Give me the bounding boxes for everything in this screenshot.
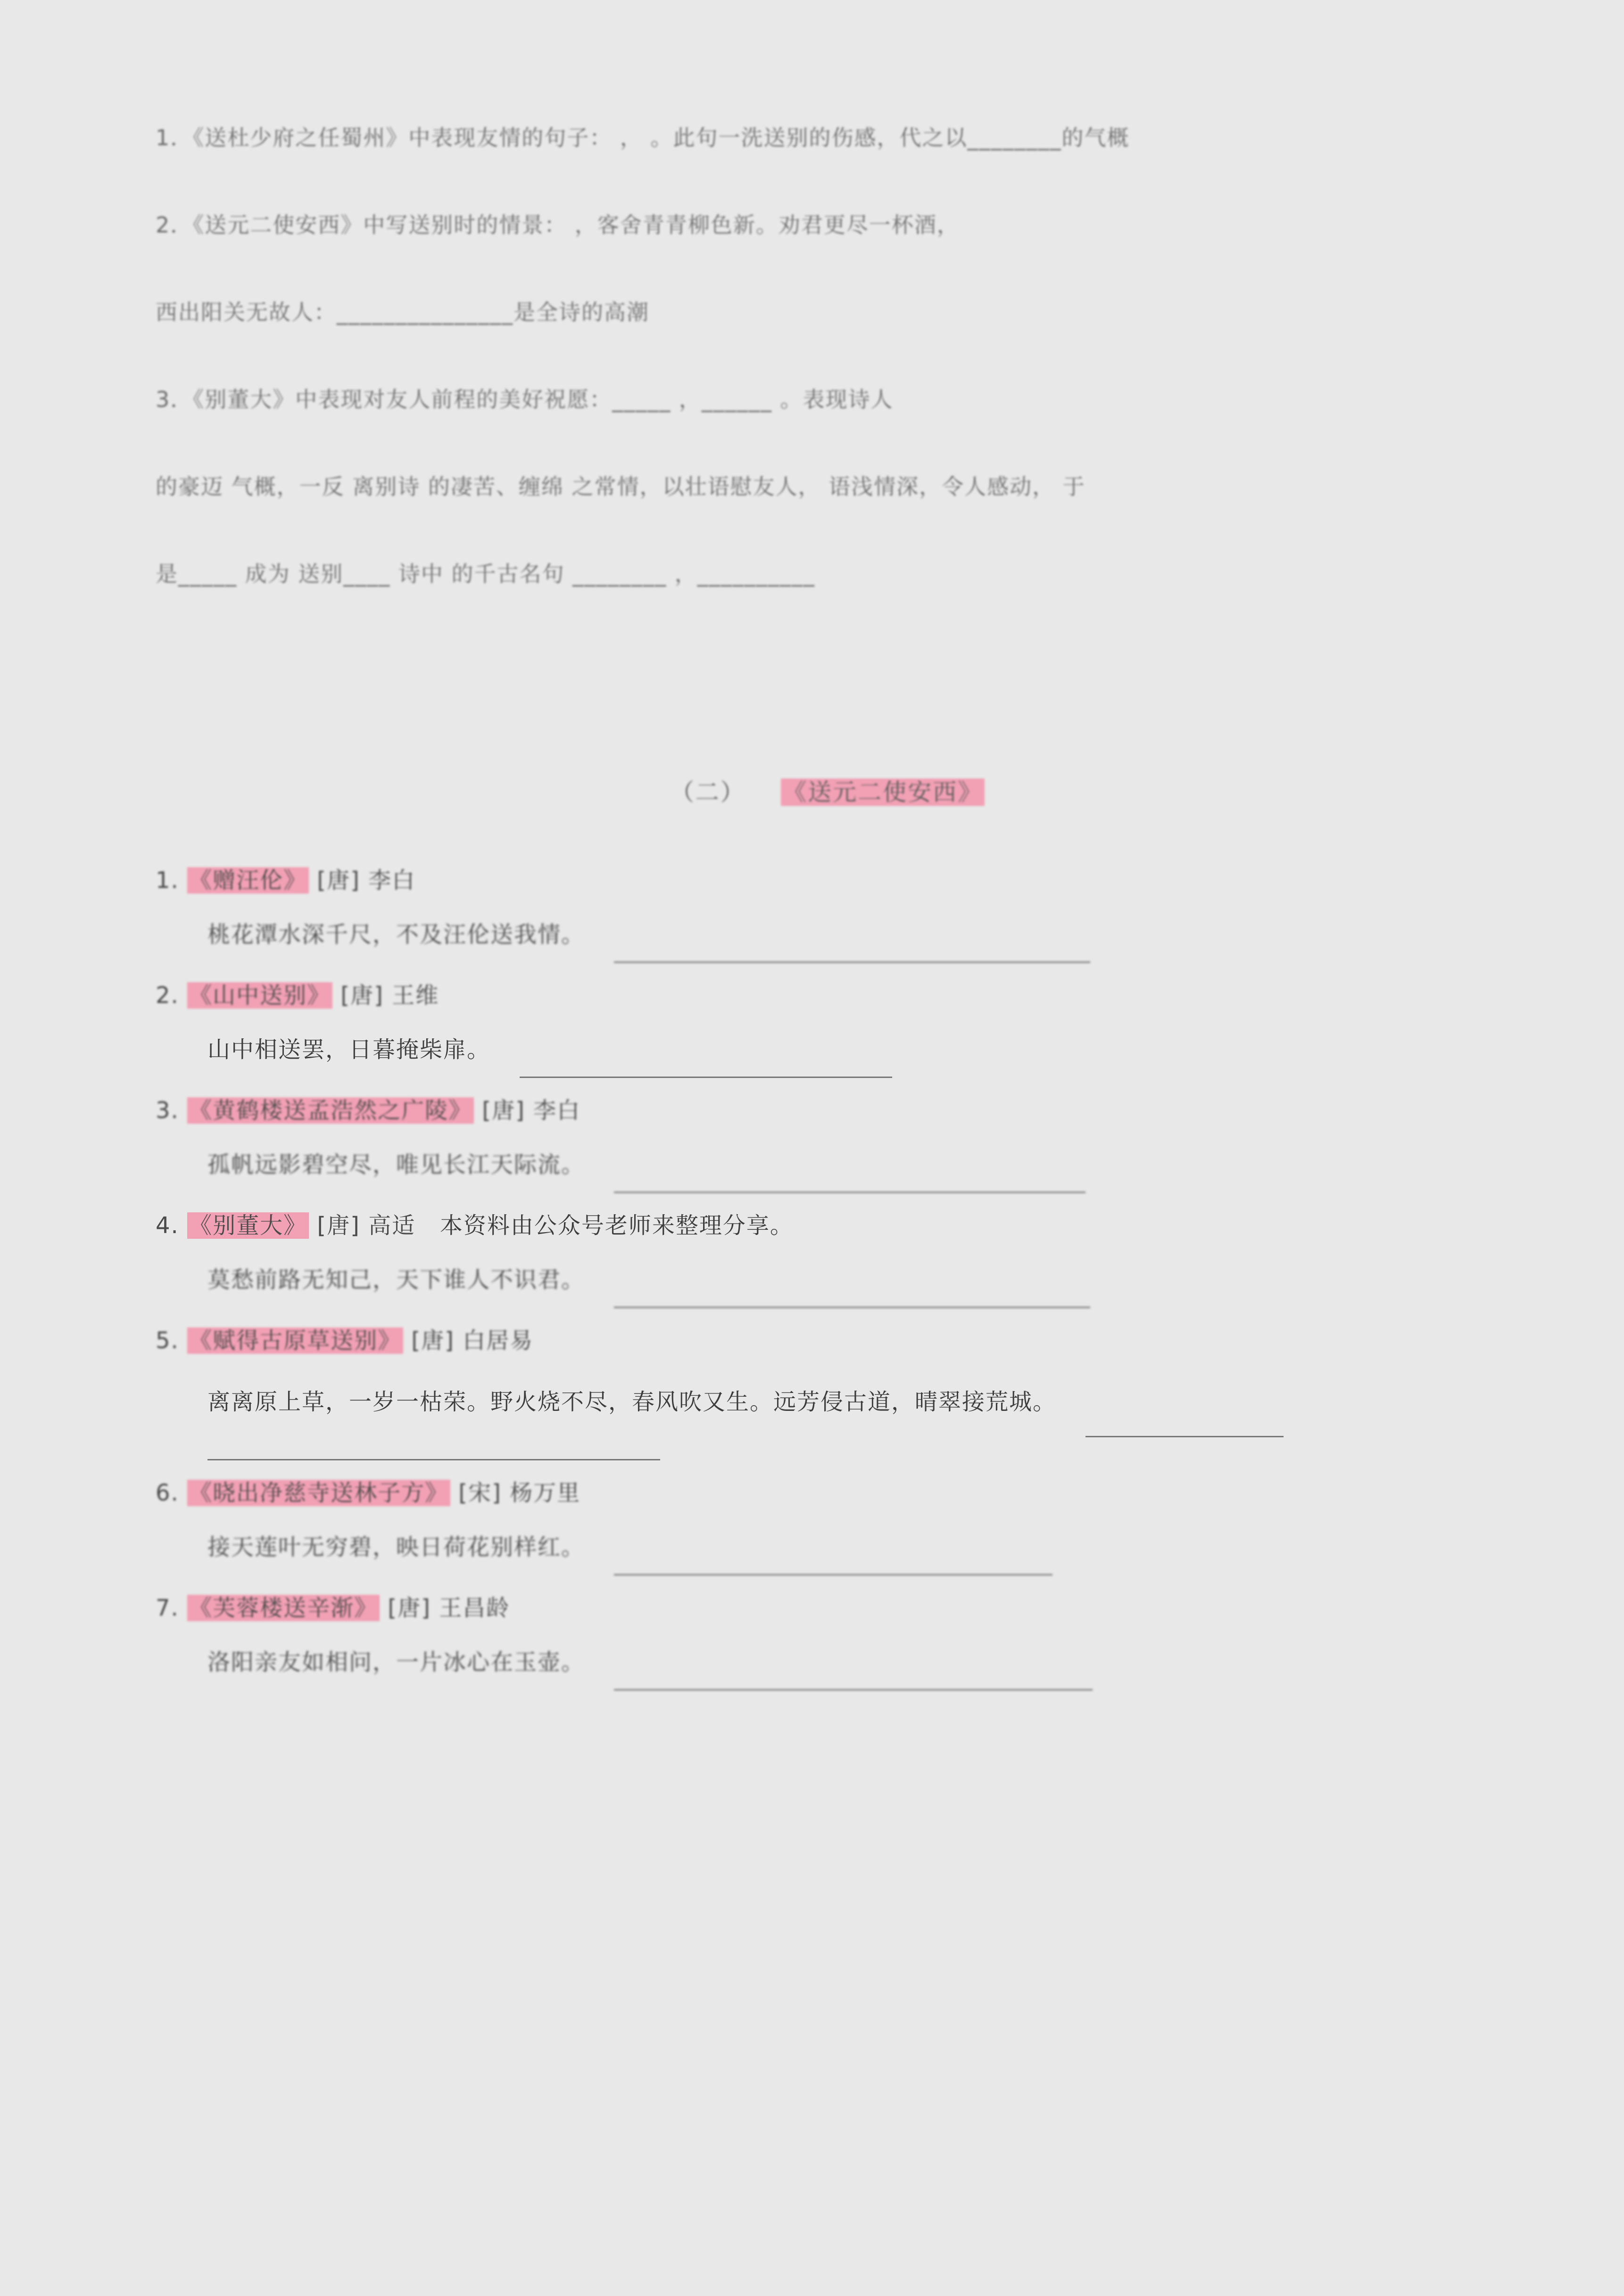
poem-text: 莫愁前路无知己，天下谁人不识君。 <box>207 1267 585 1293</box>
poem-text: 桃花潭水深千尺，不及汪伦送我情。 <box>207 921 585 948</box>
poem-line <box>156 1021 1500 1078</box>
answer-blank[interactable] <box>614 942 1090 963</box>
poem-author: 李白 <box>368 867 416 894</box>
poem-line <box>156 1634 1500 1691</box>
item-index: 1. <box>156 867 179 894</box>
poem-dynasty: [唐] <box>482 1097 525 1124</box>
poem-dynasty: [唐] <box>317 867 360 894</box>
poem-dynasty: [唐] <box>411 1327 455 1354</box>
poem-heading <box>156 970 1500 1021</box>
list-item <box>156 970 1500 1078</box>
section-label: （二） <box>670 779 746 806</box>
poem-title: 《黄鹤楼送孟浩然之广陵》 <box>187 1097 474 1124</box>
item-index: 5. <box>156 1327 179 1354</box>
poem-text: 山中相送罢，日暮掩柴扉。 <box>207 1036 491 1063</box>
poem-heading <box>156 854 1500 906</box>
list-item <box>156 1467 1500 1575</box>
answer-blank[interactable] <box>614 1669 1093 1691</box>
answer-blank[interactable] <box>614 1172 1085 1193</box>
item-index: 7. <box>156 1595 179 1621</box>
poem-heading <box>156 1085 1500 1136</box>
item-index: 3. <box>156 1097 179 1124</box>
answer-blank[interactable] <box>520 1057 892 1078</box>
top-question-line-3: 西出阳关无故人：_______________是全诗的高潮 <box>156 299 649 325</box>
answer-blank-continued[interactable] <box>207 1437 660 1460</box>
poem-line <box>156 1136 1500 1193</box>
poem-text: 离离原上草，一岁一枯荣。野火烧不尽，春风吹又生。远芳侵古道，晴翠接荒城。 <box>207 1389 1057 1415</box>
poem-dynasty: [唐] <box>388 1595 431 1621</box>
top-question-line-1: 1．《送杜少府之任蜀州》中表现友情的句子： ， 。此句一洗送别的伤感，代之以________的气概 <box>156 125 1130 150</box>
section-heading <box>156 773 1500 807</box>
poem-dynasty: [唐] <box>340 982 384 1009</box>
page-content <box>156 94 1500 1697</box>
poem-title: 《别董大》 <box>187 1212 309 1239</box>
resource-note: 本资料由公众号老师来整理分享。 <box>439 1212 794 1239</box>
poem-line <box>156 906 1500 963</box>
top-question-line-5: 的豪迈 气概，一反 离别诗 的凄苦、缠绵 之常情，以壮语慰友人， 语浅情深，令人感动， 于 <box>156 474 1085 499</box>
poem-line <box>156 1519 1500 1575</box>
poem-text: 孤帆远影碧空尽，唯见长江天际流。 <box>207 1152 585 1178</box>
poem-author: 王昌龄 <box>439 1595 510 1621</box>
list-item <box>156 1085 1500 1193</box>
poem-author: 李白 <box>533 1097 581 1124</box>
poem-author: 高适 <box>368 1212 416 1239</box>
answer-blank[interactable] <box>614 1287 1090 1308</box>
top-question-line-2: 2．《送元二使安西》中写送别时的情景： ，客舍青青柳色新。劝君更尽一杯酒， <box>156 212 960 238</box>
list-item <box>156 1315 1500 1460</box>
list-item <box>156 1200 1500 1308</box>
answer-blank[interactable] <box>1085 1416 1284 1437</box>
poem-heading <box>156 1582 1500 1634</box>
top-question-line-6: 是_____ 成为 送别____ 诗中 的千古名句 ________ ，__________ <box>156 561 815 587</box>
poem-line <box>156 1367 1500 1460</box>
poem-text: 接天莲叶无穷碧，映日荷花别样红。 <box>207 1534 585 1560</box>
poem-title: 《芙蓉楼送辛渐》 <box>187 1595 380 1621</box>
poem-heading <box>156 1467 1500 1519</box>
poem-text: 洛阳亲友如相问，一片冰心在玉壶。 <box>207 1649 585 1675</box>
item-index: 4. <box>156 1212 179 1239</box>
answer-blank[interactable] <box>614 1554 1052 1575</box>
item-index: 6. <box>156 1480 179 1506</box>
poem-author: 王维 <box>392 982 439 1009</box>
poem-author: 白居易 <box>463 1327 534 1354</box>
poem-title: 《赠汪伦》 <box>187 867 309 894</box>
top-question-line-4: 3．《别董大》中表现对友人前程的美好祝愿：_____ ，______ 。表现诗人 <box>156 387 894 412</box>
list-item <box>156 1582 1500 1691</box>
poem-line <box>156 1252 1500 1308</box>
top-question-block <box>156 94 1500 618</box>
poem-dynasty: [唐] <box>317 1212 360 1239</box>
item-index: 2. <box>156 982 179 1009</box>
poem-dynasty: [宋] <box>458 1480 502 1506</box>
poem-title: 《山中送别》 <box>187 982 332 1009</box>
poem-author: 杨万里 <box>510 1480 581 1506</box>
poem-heading <box>156 1315 1500 1367</box>
section-title-text: 《送元二使安西》 <box>781 779 985 806</box>
poem-heading <box>156 1200 1500 1252</box>
list-item <box>156 854 1500 963</box>
poem-title: 《晓出净慈寺送林子方》 <box>187 1480 450 1506</box>
poem-title: 《赋得古原草送别》 <box>187 1327 403 1354</box>
